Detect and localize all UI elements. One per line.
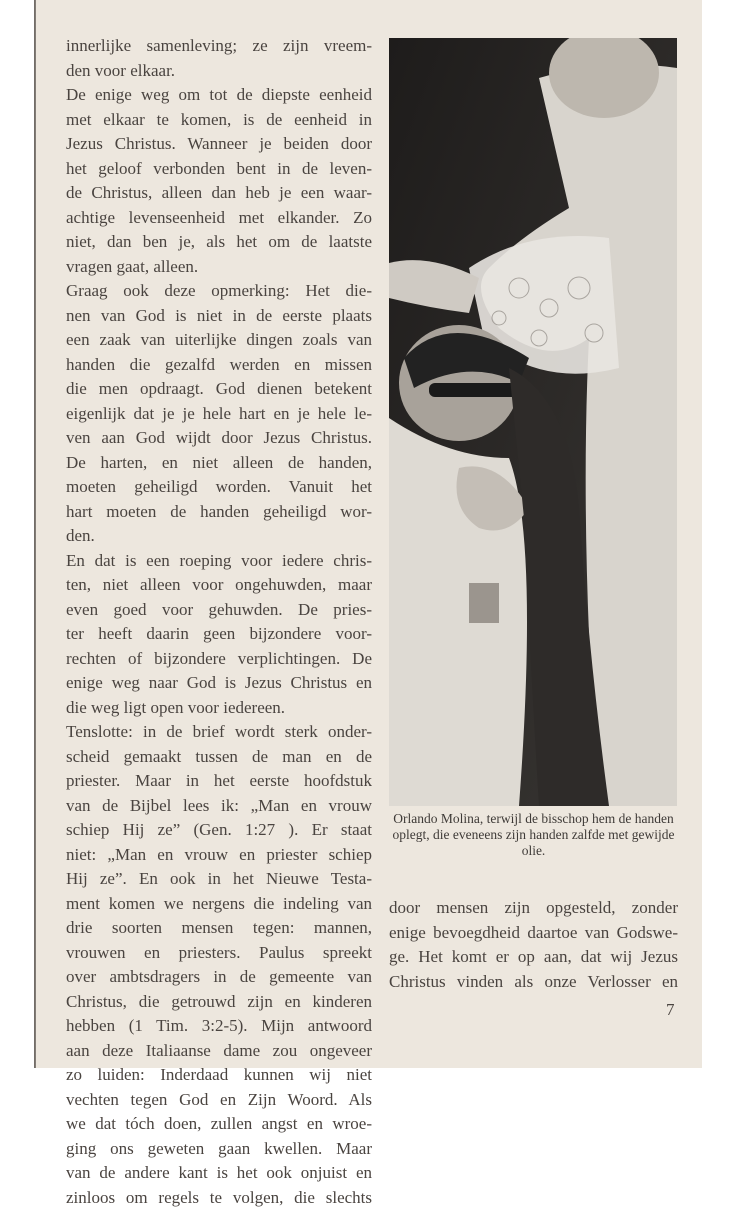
text-line: Christus vinden als onze Verlosser en — [389, 970, 678, 995]
text-line: hart moeten de handen geheiligd wor- — [66, 500, 372, 525]
text-line: van de Bijbel lees ik: „Man en vrouw — [66, 794, 372, 819]
text-line: eigenlijk dat je je hele hart en je hele le- — [66, 402, 372, 427]
text-line: over ambtsdragers in de gemeente van — [66, 965, 372, 990]
text-line: scheid gemaakt tussen de man en de — [66, 745, 372, 770]
text-line: ging ons geweten gaan kwellen. Maar — [66, 1137, 372, 1162]
text-line: vechten tegen God en Zijn Woord. Als — [66, 1088, 372, 1113]
text-line: niet, dan ben je, als het om de laatste — [66, 230, 372, 255]
text-line: En dat is een roeping voor iedere chris- — [66, 549, 372, 574]
text-line: vrouwen en priesters. Paulus spreekt — [66, 941, 372, 966]
text-line: Hij ze”. En ook in het Nieuwe Testa- — [66, 867, 372, 892]
text-line: niet: „Man en vrouw en priester schiep — [66, 843, 372, 868]
text-line: ter heeft daarin geen bijzondere voor- — [66, 622, 372, 647]
text-line: den. — [66, 524, 372, 549]
text-line: Graag ook deze opmerking: Het die- — [66, 279, 372, 304]
photo-ordination — [389, 38, 677, 806]
text-line: die weg ligt open voor iedereen. — [66, 696, 372, 721]
text-line: door mensen zijn opgesteld, zonder — [389, 896, 678, 921]
text-line: enige bevoegdheid daartoe van Godswe- — [389, 921, 678, 946]
text-line: De harten, en niet alleen de handen, — [66, 451, 372, 476]
text-line: met elkaar te komen, is de eenheid in — [66, 108, 372, 133]
right-text-column — [389, 896, 678, 994]
text-line: de Christus, alleen dan heb je een waar- — [66, 181, 372, 206]
text-line: van de andere kant is het ook onjuist en — [66, 1161, 372, 1186]
text-line: Jezus Christus. Wanneer je beiden door — [66, 132, 372, 157]
text-line: Tenslotte: in de brief wordt sterk onder- — [66, 720, 372, 745]
text-line: ven aan God wijdt door Jezus Christus. — [66, 426, 372, 451]
text-line: enige weg naar God is Jezus Christus en — [66, 671, 372, 696]
text-line: rechten of bijzondere verplichtingen. De — [66, 647, 372, 672]
page-number: 7 — [666, 1000, 675, 1020]
left-text-column — [66, 34, 372, 1210]
text-line: het geloof verbonden bent in de leven- — [66, 157, 372, 182]
text-line: priester. Maar in het eerste hoofdstuk — [66, 769, 372, 794]
text-line: De enige weg om tot de diepste eenheid — [66, 83, 372, 108]
text-line: zinloos om regels te volgen, die slechts — [66, 1186, 372, 1210]
text-line: schiep Hij ze” (Gen. 1:27 ). Er staat — [66, 818, 372, 843]
photo-illustration — [389, 38, 677, 806]
text-line: achtige levenseenheid met elkander. Zo — [66, 206, 372, 231]
text-line: drie soorten mensen tegen: mannen, — [66, 916, 372, 941]
text-line: ge. Het komt er op aan, dat wij Jezus — [389, 945, 678, 970]
text-line: vragen gaat, alleen. — [66, 255, 372, 280]
text-line: ten, niet alleen voor ongehuwden, maar — [66, 573, 372, 598]
text-line: hebben (1 Tim. 3:2-5). Mijn antwoord — [66, 1014, 372, 1039]
text-line: die men opdraagt. God dienen betekent — [66, 377, 372, 402]
text-line: aan deze Italiaanse dame zou ongeveer — [66, 1039, 372, 1064]
text-line: nen van God is niet in de eerste plaats — [66, 304, 372, 329]
text-line: moeten geheiligd worden. Vanuit het — [66, 475, 372, 500]
text-line: den voor elkaar. — [66, 59, 372, 84]
text-line: we dat tóch doen, zullen angst en wroe- — [66, 1112, 372, 1137]
text-line: handen die gezalfd werden en missen — [66, 353, 372, 378]
photo-caption: Orlando Molina, terwijl de bisschop hem de handen oplegt, die eveneens zijn handen zalfde met gewijde olie. — [389, 811, 678, 859]
text-line: een zaak van uiterlijke dingen zoals van — [66, 328, 372, 353]
text-line: ment komen we nergens die indeling van — [66, 892, 372, 917]
text-line: innerlijke samenleving; ze zijn vreem- — [66, 34, 372, 59]
text-line: even goed voor gehuwden. De pries- — [66, 598, 372, 623]
text-line: zo luiden: Inderdaad kunnen wij niet — [66, 1063, 372, 1088]
text-line: Christus, die getrouwd zijn en kinderen — [66, 990, 372, 1015]
